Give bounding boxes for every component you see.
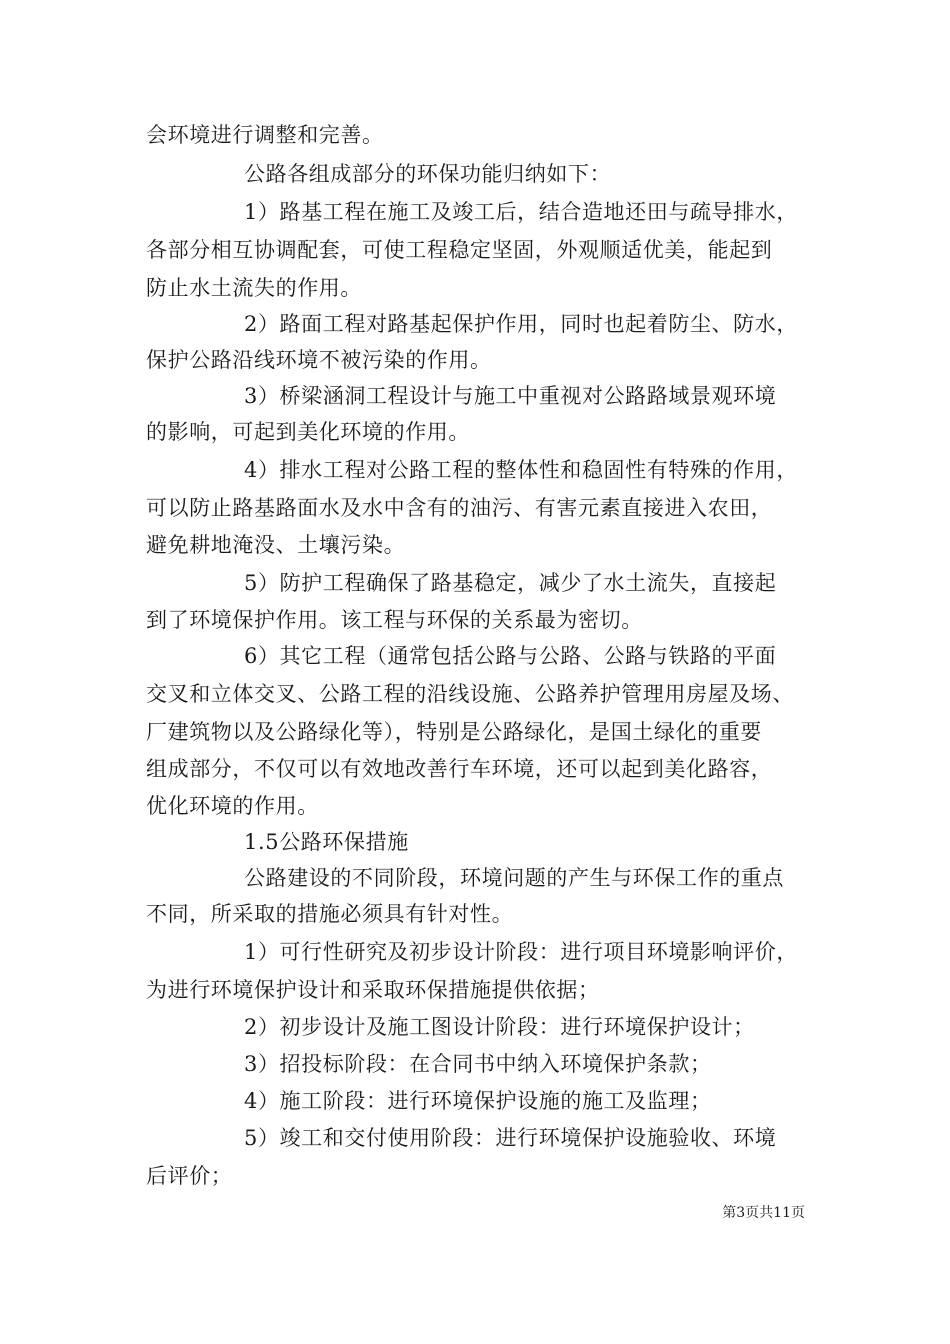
text-line: 后评价；: [146, 1164, 233, 1188]
text-line: 6）其它工程（通常包括公路与公路、公路与铁路的平面: [244, 644, 777, 668]
text-line: 避免耕地淹没、土壤污染。: [146, 533, 406, 557]
text-line: 4）排水工程对公路工程的整体性和稳固性有特殊的作用，: [244, 458, 798, 482]
text-line: 1）路基工程在施工及竣工后，结合造地还田与疏导排水，: [244, 200, 798, 224]
text-line: 会环境进行调整和完善。: [146, 123, 384, 147]
text-line: 1）可行性研究及初步设计阶段：进行项目环境影响评价，: [244, 940, 798, 964]
text-line: 不同，所采取的措施必须具有针对性。: [146, 902, 514, 926]
text-line: 可以防止路基路面水及水中含有的油污、有害元素直接进入农田，: [146, 496, 773, 520]
page-number-indicator: 第3页共11页: [722, 1205, 805, 1221]
text-line: 优化环境的作用。: [146, 794, 319, 818]
text-line: 防止水土流失的作用。: [146, 276, 362, 300]
section-heading: 1.5公路环保措施: [244, 830, 409, 854]
text-line: 保护公路沿线环境不被污染的作用。: [146, 348, 492, 372]
text-line: 为进行环境保护设计和采取环保措施提供依据；: [146, 978, 600, 1002]
text-line: 组成部分，不仅可以有效地改善行车环境，还可以起到美化路容，: [146, 757, 773, 781]
text-line: 5）防护工程确保了路基稳定，减少了水土流失，直接起: [244, 571, 777, 595]
text-line: 的影响，可起到美化环境的作用。: [146, 420, 470, 444]
text-line: 3）桥梁涵洞工程设计与施工中重视对公路路域景观环境: [244, 384, 777, 408]
text-line: 4）施工阶段：进行环境保护设施的施工及监理；: [244, 1089, 712, 1113]
text-line: 厂建筑物以及公路绿化等），特别是公路绿化，是国土绿化的重要: [146, 720, 762, 744]
text-line: 2）路面工程对路基起保护作用，同时也起着防尘、防水，: [244, 312, 798, 336]
text-line: 3）招投标阶段：在合同书中纳入环境保护条款；: [244, 1052, 712, 1076]
text-line: 到了环境保护作用。该工程与环保的关系最为密切。: [146, 608, 643, 632]
text-line: 5）竣工和交付使用阶段：进行环境保护设施验收、环境: [244, 1126, 777, 1150]
text-line: 各部分相互协调配套，可使工程稳定坚固，外观顺适优美，能起到: [146, 238, 773, 262]
text-line: 2）初步设计及施工图设计阶段：进行环境保护设计；: [244, 1015, 755, 1039]
text-line: 交叉和立体交叉、公路工程的沿线设施、公路养护管理用房屋及场、: [146, 682, 794, 706]
text-line: 公路建设的不同阶段，环境问题的产生与环保工作的重点: [244, 866, 784, 890]
text-line: 公路各组成部分的环保功能归纳如下：: [244, 162, 612, 186]
